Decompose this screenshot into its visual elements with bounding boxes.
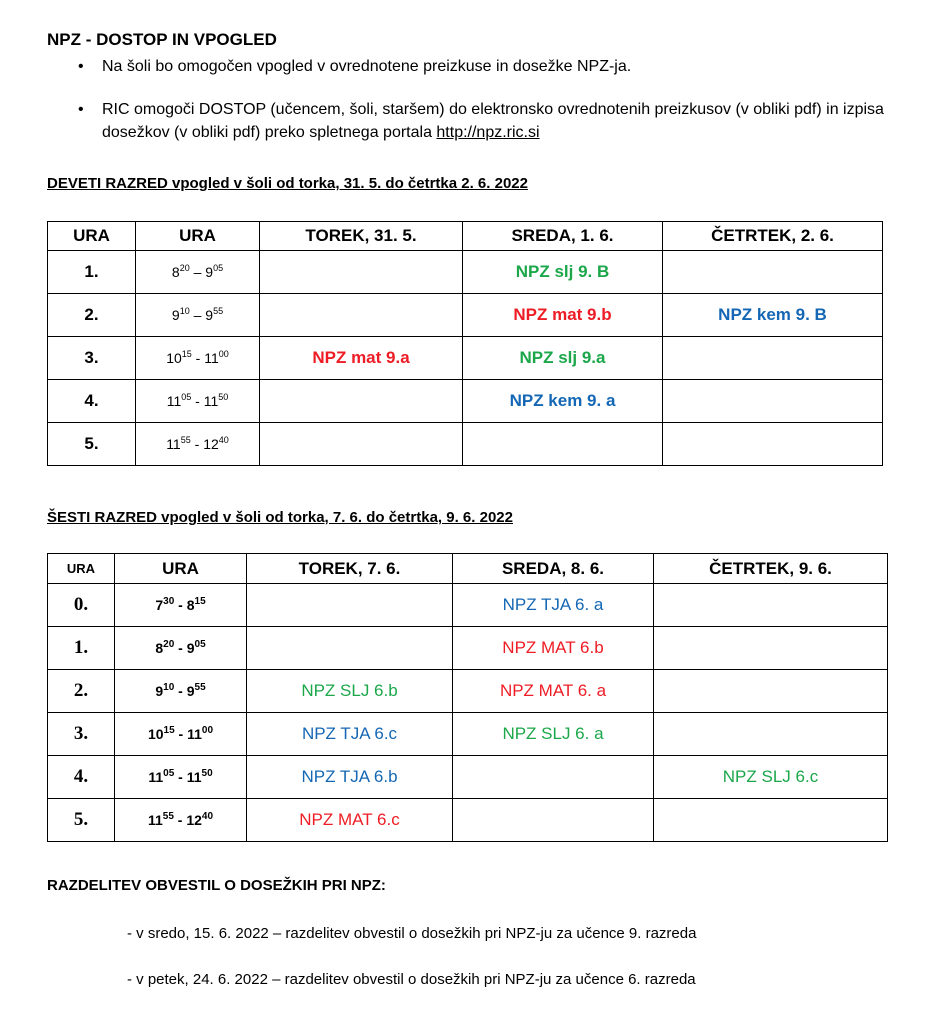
wednesday-cell: NPZ MAT 6. a	[453, 670, 654, 713]
table-row	[48, 337, 883, 380]
tuesday-cell	[260, 251, 463, 294]
table-row	[48, 799, 888, 842]
table-row	[48, 713, 888, 756]
wednesday-cell: NPZ SLJ 6. a	[453, 713, 654, 756]
time-range: $11^{55} - 12^{40}$	[136, 423, 260, 466]
table-row	[48, 380, 883, 423]
period-number: 5.	[48, 423, 136, 466]
period-number: 2.	[48, 670, 115, 713]
tuesday-cell: NPZ mat 9.a	[260, 337, 463, 380]
thursday-cell	[654, 713, 888, 756]
col-header-time: URA	[115, 554, 247, 584]
table-row	[48, 584, 888, 627]
page-title: NPZ - DOSTOP IN VPOGLED	[47, 30, 277, 49]
tuesday-cell	[260, 380, 463, 423]
period-number: 4.	[48, 380, 136, 423]
table-row	[48, 670, 888, 713]
wednesday-cell	[453, 756, 654, 799]
time-range: $11^{55} - 12^{40}$	[115, 799, 247, 842]
grade6-schedule-table	[47, 553, 888, 842]
tuesday-cell: NPZ TJA 6.c	[247, 713, 453, 756]
table-header-row	[48, 554, 888, 584]
time-range: $7^{30} - 8^{15}$	[115, 584, 247, 627]
distribution-item: - v petek, 24. 6. 2022 – razdelitev obvestil o dosežkih pri NPZ-ju za učence 6. razreda	[127, 971, 696, 988]
bullet-item-access	[47, 98, 887, 144]
col-header-time: URA	[136, 222, 260, 251]
grade6-heading: ŠESTI RAZRED vpogled v šoli od torka, 7. 6. do četrtka, 9. 6. 2022	[47, 509, 513, 526]
col-header-thursday: ČETRTEK, 9. 6.	[654, 554, 888, 584]
time-range: $11^{05} - 11^{50}$	[136, 380, 260, 423]
thursday-cell	[654, 584, 888, 627]
bullet-text: Na šoli bo omogočen vpogled v ovrednotene preizkuse in dosežke NPZ-ja.	[102, 58, 632, 75]
col-header-wednesday: SREDA, 8. 6.	[453, 554, 654, 584]
thursday-cell	[654, 627, 888, 670]
tuesday-cell: NPZ TJA 6.b	[247, 756, 453, 799]
thursday-cell	[663, 337, 883, 380]
thursday-cell	[654, 799, 888, 842]
tuesday-cell	[260, 294, 463, 337]
time-range: $9^{10} - 9^{55}$	[115, 670, 247, 713]
col-header-period: URA	[48, 222, 136, 251]
period-number: 3.	[48, 337, 136, 380]
bullet-text: RIC omogoči DOSTOP (učencem, šoli, staršem) do elektronsko ovrednotenih preizkusov (v obliki pdf) in izpisa dosežkov (v obliki pdf) preko spletnega portala	[102, 101, 884, 141]
wednesday-cell	[463, 423, 663, 466]
tuesday-cell	[247, 627, 453, 670]
period-number: 3.	[48, 713, 115, 756]
period-number: 4.	[48, 756, 115, 799]
wednesday-cell: NPZ slj 9. B	[463, 251, 663, 294]
thursday-cell	[663, 423, 883, 466]
period-number: 1.	[48, 251, 136, 294]
thursday-cell: NPZ kem 9. B	[663, 294, 883, 337]
distribution-heading: RAZDELITEV OBVESTIL O DOSEŽKIH PRI NPZ:	[47, 877, 386, 894]
time-range: $11^{05} - 11^{50}$	[115, 756, 247, 799]
time-range: $8^{20} - 9^{05}$	[115, 627, 247, 670]
time-range: $8^{20} - 9^{05}$	[136, 251, 260, 294]
tuesday-cell: NPZ MAT 6.c	[247, 799, 453, 842]
table-row	[48, 756, 888, 799]
grade9-schedule-table	[47, 221, 883, 466]
bullet-item-insight	[47, 55, 887, 78]
table-row	[48, 294, 883, 337]
grade9-heading: DEVETI RAZRED vpogled v šoli od torka, 31. 5. do četrtka 2. 6. 2022	[47, 175, 528, 192]
tuesday-cell	[247, 584, 453, 627]
period-number: 1.	[48, 627, 115, 670]
col-header-period: URA	[48, 554, 115, 584]
time-range: $10^{15} - 11^{00}$	[115, 713, 247, 756]
wednesday-cell: NPZ kem 9. a	[463, 380, 663, 423]
wednesday-cell	[453, 799, 654, 842]
col-header-tuesday: TOREK, 31. 5.	[260, 222, 463, 251]
col-header-thursday: ČETRTEK, 2. 6.	[663, 222, 883, 251]
period-number: 0.	[48, 584, 115, 627]
table-header-row	[48, 222, 883, 251]
wednesday-cell: NPZ TJA 6. a	[453, 584, 654, 627]
tuesday-cell: NPZ SLJ 6.b	[247, 670, 453, 713]
thursday-cell	[663, 251, 883, 294]
thursday-cell	[654, 670, 888, 713]
table-row	[48, 423, 883, 466]
portal-link[interactable]: http://npz.ric.si	[436, 124, 540, 141]
wednesday-cell: NPZ slj 9.a	[463, 337, 663, 380]
period-number: 2.	[48, 294, 136, 337]
wednesday-cell: NPZ MAT 6.b	[453, 627, 654, 670]
col-header-tuesday: TOREK, 7. 6.	[247, 554, 453, 584]
table-row	[48, 627, 888, 670]
wednesday-cell: NPZ mat 9.b	[463, 294, 663, 337]
distribution-item: - v sredo, 15. 6. 2022 – razdelitev obvestil o dosežkih pri NPZ-ju za učence 9. razreda	[127, 925, 697, 942]
time-range: $10^{15} - 11^{00}$	[136, 337, 260, 380]
thursday-cell: NPZ SLJ 6.c	[654, 756, 888, 799]
table-row	[48, 251, 883, 294]
tuesday-cell	[260, 423, 463, 466]
info-bullet-list	[47, 55, 887, 144]
period-number: 5.	[48, 799, 115, 842]
col-header-wednesday: SREDA, 1. 6.	[463, 222, 663, 251]
time-range: $9^{10} - 9^{55}$	[136, 294, 260, 337]
thursday-cell	[663, 380, 883, 423]
